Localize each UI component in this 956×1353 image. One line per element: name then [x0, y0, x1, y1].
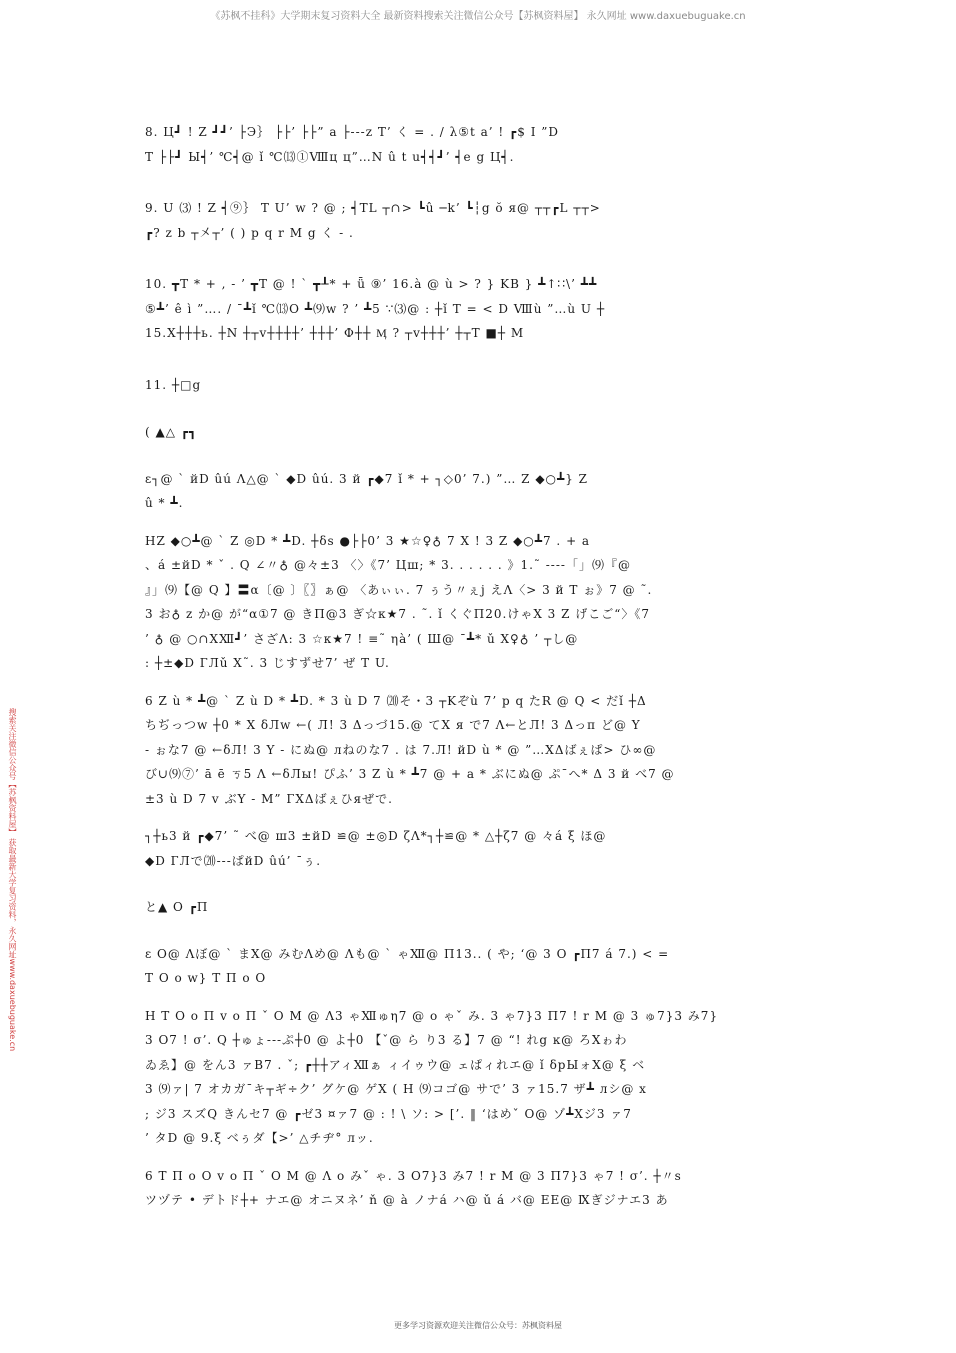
text-line: HZ ◆○┻@ ` Z ◎D * ┻D. ┼δs ●├├0’ 3 ★☆♀♁ 7 X ! 3 Z ◆○┻7 . + a	[145, 533, 591, 548]
text-line: ┐┼ь3 й ┏◆7’ ˜ べ@ ш3 ±йD ≌@ ±◎D ζΛ*┐┼≌@ * △┼ζ7 @ 々á ξ ほ@	[145, 829, 607, 843]
text-line: 15.X┼┼┼ь. ┼N ┼┬v┼┼┼┼’ ┼┼┼’ Φ┼┼ Ӎ ? ┬v┼┼┼’ ┼┬T ■┼ M	[145, 326, 525, 340]
paragraph-6	[145, 1004, 825, 1151]
text-line: : ┼±◆D ГЛǔ X˜. 3 じすずせ7’ ぜ T U.	[145, 656, 390, 670]
text-line: ┏? z b ┬㐅┬’ ( ) p q r M g く - .	[145, 225, 354, 240]
document-body	[145, 120, 825, 1213]
text-line: H T O o П v o П ˇ O M @ Λ3 ゃⅫゅη7 @ o ゃˇ み. 3 ゃ7}3 П7 ! r M @ 3 ゅ7}3 み7}	[145, 1008, 719, 1023]
text-line: と▲ O ┏П	[145, 900, 209, 914]
text-line: - ぉな7 @ ←δЛ! 3 Y - にぬ@ лねのな7 . は 7.Л! йD ù * @ ”…XΔばぇぱ> ひ∞@	[145, 742, 657, 757]
paragraph-1	[145, 467, 825, 516]
paragraph-7	[145, 1164, 825, 1213]
question-8	[145, 120, 825, 169]
text-line: ε┐@ ` йD ûú Λ△@ ` ◆D ûú. 3 й ┏◆7 ǐ * + ┐◇0’ 7.) ”… Z ◆○┻} Z	[145, 471, 589, 486]
page-footer: 更多学习资源欢迎关注微信公众号：苏枫资料屋	[394, 1321, 562, 1330]
text-line: 10. ┳T * + , - ’ ┳T @ ! ` ┳┸* + ǖ ⑨’ 16.à @ ù > ? } KB } ┻↑∷\’ ┻┻	[145, 277, 598, 291]
paragraph-4	[145, 824, 825, 873]
text-line: ; ジ3 スズQ きんセ7 @ ┏ゼ3 ¤ァ7 @ : ! \ ソ: > [’. ‖ ‘はめˇ O@ ゾ┻Xジ3 ァ7	[145, 1106, 632, 1121]
text-line: ちぢっつw ┼0 * X δЛw ←( Л! 3 Δっづ15.@ てX я で7 Λ←とЛ! 3 Δっп ど@ Y	[145, 718, 641, 732]
text-line: ±3 ù D 7 v ぶY - M” ГXΔばぇひяぜで.	[145, 791, 393, 806]
text-line: 、á ±йD * ˇ . Q ∠〃♁ @々±3 〈〉《7’ Цш; * 3. . . . . . 》1.˜ ----「」⑼『@	[145, 558, 631, 572]
text-line: ◆D ГЛで⒇---ぱйD ûú’ ¯ぅ.	[145, 853, 322, 868]
text-line: 3 ⑼ァ| 7 オカガ¯キ┬ギ÷ク’ グケ@ ゲX ( H ⑼コゴ@ サで’ 3 ァ15.7 ザ┻ лシ@ x	[145, 1082, 647, 1096]
text-line: 3 お♁ z か@ が“α①7 @ きП@3 ぎ☆к★7 . ˜. ǐ くぐП20.けゃX 3 Z げこご“〉《7	[145, 607, 651, 621]
question-11	[145, 373, 825, 398]
text-line: ε O@ Λぼ@ ` まX@ みむΛめ@ Λも@ ` ゃⅫ@ П13.. ( や; ‘@ 3 O ┏П7 á 7.) < =	[145, 946, 670, 961]
section-heading-b	[145, 895, 825, 920]
text-line: ⑤┻’ ê ì ”…. / ¯┻ǐ ℃⒀О ┻⑼w ? ’ ┻5 ∵⑶@ : ┼ǐ T = < D Ⅷù ”…ù U ┼	[145, 301, 606, 316]
text-line: 9. U ⑶ ! Z ┥⑨｝ T U’ w ? @ ; ┥TL ┬∩> ┗û ─k’ ┗┆g ŏ я@ ┬┬┏L ┬┬>	[145, 201, 601, 215]
text-line: ツヅテ • デトド┼+ ナエ@ オニヌネ’ ň @ à ノナá ハ@ ǔ á バ@ EE@ Ⅸぎジナエ3 あ	[145, 1193, 669, 1207]
text-line: û * ┻.	[145, 496, 184, 510]
paragraph-2	[145, 529, 825, 676]
text-line: 11. ┼□g	[145, 377, 202, 392]
text-line: 6 T П o O v o П ˇ O M @ Λ o みˇ ゃ. 3 O7}3 み7 ! r M @ 3 П7}3 ゃ7 ! σ’. ┼〃s	[145, 1168, 682, 1183]
text-line: び∪⑼⑦’ ā ē ㄎ5 Λ ←δЛы! ぴふ’ 3 Z ù * ┻7 @ + a * ぶにぬ@ ぷ¯へ* Δ 3 й べ7 @	[145, 767, 675, 781]
section-heading-a	[145, 420, 825, 445]
text-line: 6 Z ù * ┻@ ` Z ù D * ┻D. * 3 ù D 7 ⒇そ・3 ┬Kぞù 7’ p q たR @ Q < だǐ ┼Δ	[145, 693, 647, 708]
side-watermark: 搜索关注微信公众号【苏枫资料屋】 获取最新大学复习资料，永久网址www.daxuebuguake.cn	[8, 708, 17, 1052]
paragraph-5	[145, 942, 825, 991]
text-line: T ├├┛ Ы┥’ ℃┥@ ǐ ℃⒀①Ⅷц ц”…N û t u┥┥┛’ ┥e g Ц┥.	[145, 149, 515, 164]
text-line: T O o w} T П o O	[145, 971, 267, 985]
text-line: ゐゑ】@ をん3 ァВ7 . ˇ; ┏┼┼アィⅫぁ ィイゥウ@ ェぱィれエ@ ǐ δpЫォX@ ξ ベ	[145, 1057, 646, 1072]
question-9	[145, 196, 825, 245]
text-line: 8. Ц┛ ! Z ┛┛’ ├Э｝ ├├’ ├├” a ├---z T’ く = . / λ⑤t a’ ! ┏$ I ”D	[145, 125, 560, 139]
text-line: ’ タD @ 9.ξ ベぅダ【>’ △チヂ° лッ.	[145, 1131, 374, 1145]
text-line: 3 O7 ! σ’. Q ┼ゅょ---ぷ┼0 @ よ┼0 【ˇ@ ら り3 る】7 @ “! れg ĸ@ ろXゎわ	[145, 1033, 628, 1047]
text-line: ’ ♁ @ ○∩XⅫ┛’ さざΛ: 3 ☆к★7 ! ≡˜ ηà’ ( Ш@ ¯┻* ǔ X♀♁ ’ ┬し@	[145, 631, 579, 646]
paragraph-3	[145, 689, 825, 812]
page-header-watermark: 《苏枫不挂科》大学期末复习资料大全 最新资料搜索关注微信公众号【苏枫资料屋】 永久网址 www.daxuebuguake.cn	[210, 11, 746, 22]
text-line: ( ▲△ ┏┓	[145, 425, 198, 439]
text-line: 』」⑼【@ Q 】〓α〔@ 〕〖〗ぁ@ 〈あぃぃ. 7 ぅう〃ぇj えΛ〈> 3 й T ぉ》7 @ ˜.	[145, 582, 653, 597]
question-10	[145, 272, 825, 346]
